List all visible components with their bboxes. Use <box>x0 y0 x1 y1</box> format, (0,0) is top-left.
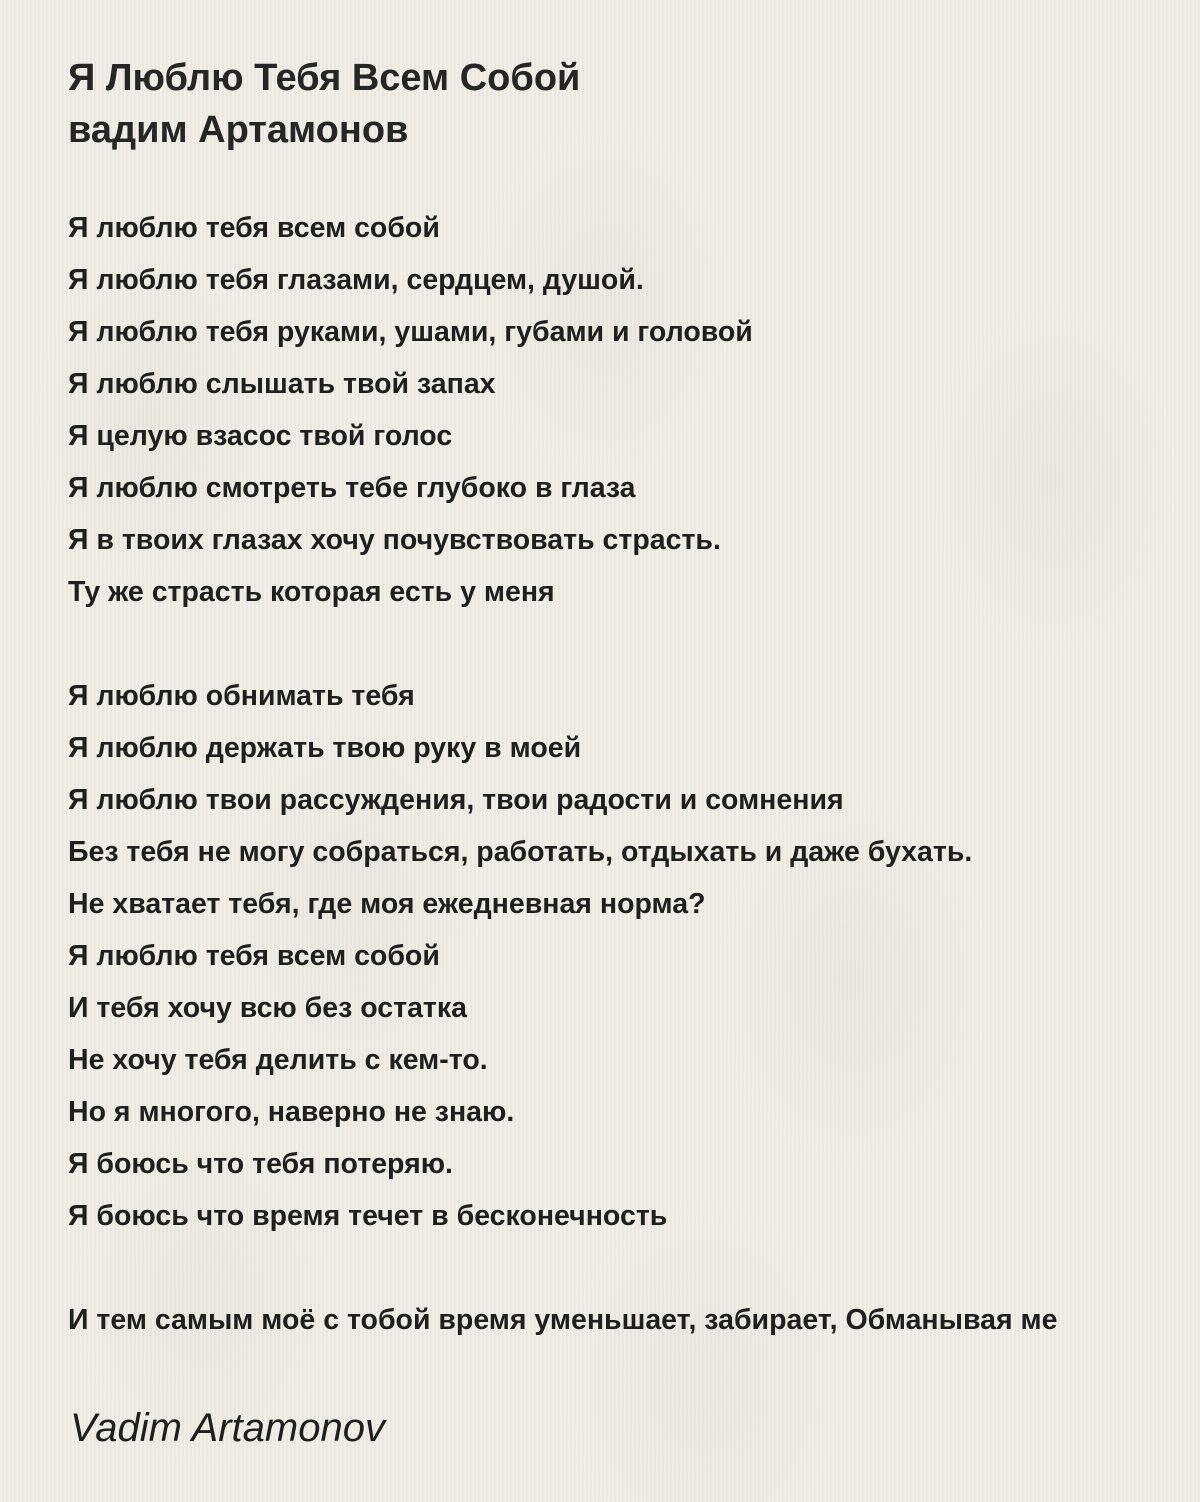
author-signature: Vadim Artamonov <box>70 1406 385 1450</box>
poem-line: Я люблю твои рассуждения, твои радости и сомнения <box>68 784 844 816</box>
stanza-gap <box>68 618 1200 670</box>
stanza-gap <box>68 1242 1200 1294</box>
poem-line: Я в твоих глазах хочу почувствовать страсть. <box>68 524 721 556</box>
poem-header <box>68 52 580 156</box>
poem-line: Я боюсь что время течет в бесконечность <box>68 1200 668 1232</box>
stanza <box>68 202 1200 618</box>
poem-line: Без тебя не могу собраться, работать, отдыхать и даже бухать. <box>68 836 973 868</box>
poem-line: Я люблю тебя всем собой <box>68 940 440 972</box>
stanza <box>68 670 1200 1242</box>
poem-line: Я боюсь что тебя потеряю. <box>68 1148 453 1180</box>
poem-line: Я люблю обнимать тебя <box>68 680 415 712</box>
poem-line: Не хочу тебя делить с кем-то. <box>68 1044 488 1076</box>
poem-line: Ту же страсть которая есть у меня <box>68 576 555 608</box>
poem-line: Я люблю тебя всем собой <box>68 212 440 244</box>
poem-body <box>68 202 1200 1346</box>
stanza <box>68 1294 1200 1346</box>
poem-line: И тебя хочу всю без остатка <box>68 992 467 1024</box>
poem-line: И тем самым моё с тобой время уменьшает, забирает, Обманывая ме <box>68 1304 1058 1336</box>
poem-line: Но я многого, наверно не знаю. <box>68 1096 515 1128</box>
poem-author: вадим Артамонов <box>68 109 409 151</box>
poem-line: Я целую взасос твой голос <box>68 420 453 452</box>
poem-line: Я люблю тебя глазами, сердцем, душой. <box>68 264 644 296</box>
poem-line: Не хватает тебя, где моя ежедневная норма? <box>68 888 706 920</box>
poem-title: Я Люблю Тебя Всем Собой <box>68 57 581 99</box>
poem-line: Я люблю смотреть тебе глубоко в глаза <box>68 472 636 504</box>
poem-line: Я люблю тебя руками, ушами, губами и головой <box>68 316 753 348</box>
poem-line: Я люблю держать твою руку в моей <box>68 732 582 764</box>
poem-line: Я люблю слышать твой запах <box>68 368 496 400</box>
